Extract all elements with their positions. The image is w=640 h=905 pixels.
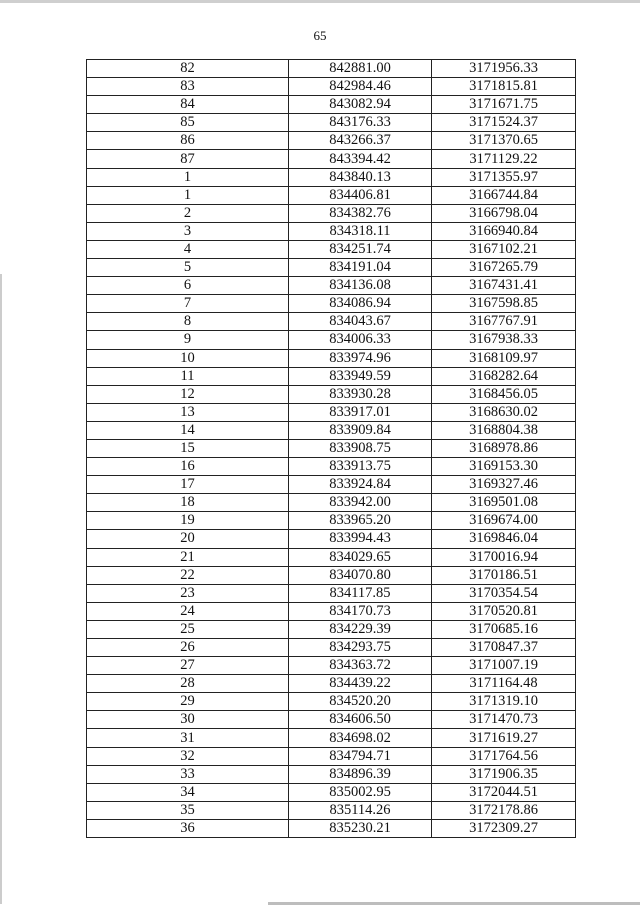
x-coordinate-cell: 834251.74 <box>289 240 432 258</box>
point-number-cell: 14 <box>87 421 289 439</box>
y-coordinate-cell: 3169846.04 <box>432 530 576 548</box>
point-number-cell: 82 <box>87 60 289 78</box>
x-coordinate-cell: 843266.37 <box>289 132 432 150</box>
x-coordinate-cell: 834229.39 <box>289 620 432 638</box>
table-row <box>87 78 576 96</box>
point-number-cell: 19 <box>87 512 289 530</box>
y-coordinate-cell: 3171815.81 <box>432 78 576 96</box>
point-number-cell: 35 <box>87 801 289 819</box>
top-scan-edge <box>0 0 640 3</box>
point-number-cell: 9 <box>87 331 289 349</box>
table-row <box>87 639 576 657</box>
point-number-cell: 84 <box>87 96 289 114</box>
y-coordinate-cell: 3171129.22 <box>432 150 576 168</box>
y-coordinate-cell: 3169501.08 <box>432 494 576 512</box>
table-row <box>87 566 576 584</box>
x-coordinate-cell: 834029.65 <box>289 548 432 566</box>
y-coordinate-cell: 3167767.91 <box>432 313 576 331</box>
x-coordinate-cell: 833917.01 <box>289 403 432 421</box>
x-coordinate-cell: 834318.11 <box>289 222 432 240</box>
y-coordinate-cell: 3171355.97 <box>432 168 576 186</box>
x-coordinate-cell: 833965.20 <box>289 512 432 530</box>
x-coordinate-cell: 834043.67 <box>289 313 432 331</box>
y-coordinate-cell: 3167431.41 <box>432 277 576 295</box>
x-coordinate-cell: 833908.75 <box>289 439 432 457</box>
table-row <box>87 620 576 638</box>
left-scan-edge <box>0 274 2 904</box>
point-number-cell: 34 <box>87 783 289 801</box>
y-coordinate-cell: 3166744.84 <box>432 186 576 204</box>
y-coordinate-cell: 3166940.84 <box>432 222 576 240</box>
x-coordinate-cell: 833994.43 <box>289 530 432 548</box>
point-number-cell: 3 <box>87 222 289 240</box>
table-row <box>87 277 576 295</box>
y-coordinate-cell: 3171470.73 <box>432 711 576 729</box>
y-coordinate-cell: 3171956.33 <box>432 60 576 78</box>
point-number-cell: 25 <box>87 620 289 638</box>
point-number-cell: 32 <box>87 747 289 765</box>
y-coordinate-cell: 3172178.86 <box>432 801 576 819</box>
y-coordinate-cell: 3171524.37 <box>432 114 576 132</box>
table-row <box>87 675 576 693</box>
x-coordinate-cell: 834363.72 <box>289 657 432 675</box>
x-coordinate-cell: 834698.02 <box>289 729 432 747</box>
point-number-cell: 31 <box>87 729 289 747</box>
table-row <box>87 132 576 150</box>
y-coordinate-cell: 3168804.38 <box>432 421 576 439</box>
table-row <box>87 259 576 277</box>
y-coordinate-cell: 3171007.19 <box>432 657 576 675</box>
page-number: 65 <box>313 28 327 43</box>
table-row <box>87 96 576 114</box>
point-number-cell: 23 <box>87 584 289 602</box>
table-row <box>87 494 576 512</box>
y-coordinate-cell: 3171906.35 <box>432 765 576 783</box>
y-coordinate-cell: 3171164.48 <box>432 675 576 693</box>
table-row <box>87 657 576 675</box>
table-row <box>87 349 576 367</box>
y-coordinate-cell: 3169674.00 <box>432 512 576 530</box>
x-coordinate-cell: 842881.00 <box>289 60 432 78</box>
table-row <box>87 60 576 78</box>
table-row <box>87 783 576 801</box>
point-number-cell: 30 <box>87 711 289 729</box>
y-coordinate-cell: 3170354.54 <box>432 584 576 602</box>
x-coordinate-cell: 833974.96 <box>289 349 432 367</box>
x-coordinate-cell: 834170.73 <box>289 602 432 620</box>
x-coordinate-cell: 834382.76 <box>289 204 432 222</box>
y-coordinate-cell: 3171764.56 <box>432 747 576 765</box>
y-coordinate-cell: 3168109.97 <box>432 349 576 367</box>
y-coordinate-cell: 3169153.30 <box>432 458 576 476</box>
x-coordinate-cell: 833930.28 <box>289 385 432 403</box>
y-coordinate-cell: 3168282.64 <box>432 367 576 385</box>
y-coordinate-cell: 3168978.86 <box>432 439 576 457</box>
x-coordinate-cell: 834293.75 <box>289 639 432 657</box>
table-row <box>87 168 576 186</box>
point-number-cell: 29 <box>87 693 289 711</box>
y-coordinate-cell: 3170016.94 <box>432 548 576 566</box>
point-number-cell: 5 <box>87 259 289 277</box>
x-coordinate-cell: 843394.42 <box>289 150 432 168</box>
point-number-cell: 83 <box>87 78 289 96</box>
table-row <box>87 729 576 747</box>
y-coordinate-cell: 3170685.16 <box>432 620 576 638</box>
table-row <box>87 331 576 349</box>
coordinates-table-body <box>87 60 576 838</box>
y-coordinate-cell: 3172309.27 <box>432 819 576 837</box>
table-row <box>87 512 576 530</box>
y-coordinate-cell: 3172044.51 <box>432 783 576 801</box>
table-row <box>87 421 576 439</box>
point-number-cell: 13 <box>87 403 289 421</box>
table-row <box>87 150 576 168</box>
x-coordinate-cell: 834070.80 <box>289 566 432 584</box>
point-number-cell: 36 <box>87 819 289 837</box>
table-row <box>87 584 576 602</box>
x-coordinate-cell: 833924.84 <box>289 476 432 494</box>
x-coordinate-cell: 834191.04 <box>289 259 432 277</box>
x-coordinate-cell: 834086.94 <box>289 295 432 313</box>
x-coordinate-cell: 834606.50 <box>289 711 432 729</box>
point-number-cell: 1 <box>87 168 289 186</box>
x-coordinate-cell: 843176.33 <box>289 114 432 132</box>
table-row <box>87 367 576 385</box>
point-number-cell: 6 <box>87 277 289 295</box>
x-coordinate-cell: 835002.95 <box>289 783 432 801</box>
table-row <box>87 602 576 620</box>
y-coordinate-cell: 3167265.79 <box>432 259 576 277</box>
y-coordinate-cell: 3167102.21 <box>432 240 576 258</box>
point-number-cell: 15 <box>87 439 289 457</box>
y-coordinate-cell: 3167598.85 <box>432 295 576 313</box>
x-coordinate-cell: 843082.94 <box>289 96 432 114</box>
table-row <box>87 240 576 258</box>
x-coordinate-cell: 834117.85 <box>289 584 432 602</box>
y-coordinate-cell: 3169327.46 <box>432 476 576 494</box>
point-number-cell: 18 <box>87 494 289 512</box>
x-coordinate-cell: 842984.46 <box>289 78 432 96</box>
table-row <box>87 693 576 711</box>
x-coordinate-cell: 833949.59 <box>289 367 432 385</box>
table-row <box>87 186 576 204</box>
point-number-cell: 17 <box>87 476 289 494</box>
point-number-cell: 2 <box>87 204 289 222</box>
coordinates-table <box>86 59 576 838</box>
table-row <box>87 313 576 331</box>
y-coordinate-cell: 3171319.10 <box>432 693 576 711</box>
y-coordinate-cell: 3170847.37 <box>432 639 576 657</box>
point-number-cell: 27 <box>87 657 289 675</box>
y-coordinate-cell: 3168456.05 <box>432 385 576 403</box>
point-number-cell: 7 <box>87 295 289 313</box>
y-coordinate-cell: 3171619.27 <box>432 729 576 747</box>
table-row <box>87 711 576 729</box>
y-coordinate-cell: 3171370.65 <box>432 132 576 150</box>
table-row <box>87 747 576 765</box>
point-number-cell: 22 <box>87 566 289 584</box>
point-number-cell: 4 <box>87 240 289 258</box>
x-coordinate-cell: 833909.84 <box>289 421 432 439</box>
x-coordinate-cell: 835230.21 <box>289 819 432 837</box>
point-number-cell: 26 <box>87 639 289 657</box>
point-number-cell: 16 <box>87 458 289 476</box>
point-number-cell: 85 <box>87 114 289 132</box>
point-number-cell: 28 <box>87 675 289 693</box>
table-row <box>87 204 576 222</box>
table-row <box>87 765 576 783</box>
y-coordinate-cell: 3166798.04 <box>432 204 576 222</box>
y-coordinate-cell: 3171671.75 <box>432 96 576 114</box>
table-row <box>87 548 576 566</box>
x-coordinate-cell: 835114.26 <box>289 801 432 819</box>
y-coordinate-cell: 3170186.51 <box>432 566 576 584</box>
point-number-cell: 87 <box>87 150 289 168</box>
x-coordinate-cell: 834006.33 <box>289 331 432 349</box>
table-row <box>87 458 576 476</box>
y-coordinate-cell: 3170520.81 <box>432 602 576 620</box>
point-number-cell: 24 <box>87 602 289 620</box>
point-number-cell: 12 <box>87 385 289 403</box>
table-row <box>87 819 576 837</box>
x-coordinate-cell: 834520.20 <box>289 693 432 711</box>
point-number-cell: 33 <box>87 765 289 783</box>
point-number-cell: 20 <box>87 530 289 548</box>
x-coordinate-cell: 833942.00 <box>289 494 432 512</box>
table-row <box>87 530 576 548</box>
y-coordinate-cell: 3167938.33 <box>432 331 576 349</box>
x-coordinate-cell: 834896.39 <box>289 765 432 783</box>
table-row <box>87 801 576 819</box>
x-coordinate-cell: 834136.08 <box>289 277 432 295</box>
point-number-cell: 21 <box>87 548 289 566</box>
point-number-cell: 8 <box>87 313 289 331</box>
table-row <box>87 439 576 457</box>
x-coordinate-cell: 833913.75 <box>289 458 432 476</box>
x-coordinate-cell: 843840.13 <box>289 168 432 186</box>
table-row <box>87 403 576 421</box>
point-number-cell: 11 <box>87 367 289 385</box>
x-coordinate-cell: 834794.71 <box>289 747 432 765</box>
table-row <box>87 114 576 132</box>
table-row <box>87 385 576 403</box>
table-row <box>87 222 576 240</box>
point-number-cell: 1 <box>87 186 289 204</box>
point-number-cell: 86 <box>87 132 289 150</box>
x-coordinate-cell: 834439.22 <box>289 675 432 693</box>
point-number-cell: 10 <box>87 349 289 367</box>
y-coordinate-cell: 3168630.02 <box>432 403 576 421</box>
table-row <box>87 476 576 494</box>
table-row <box>87 295 576 313</box>
x-coordinate-cell: 834406.81 <box>289 186 432 204</box>
